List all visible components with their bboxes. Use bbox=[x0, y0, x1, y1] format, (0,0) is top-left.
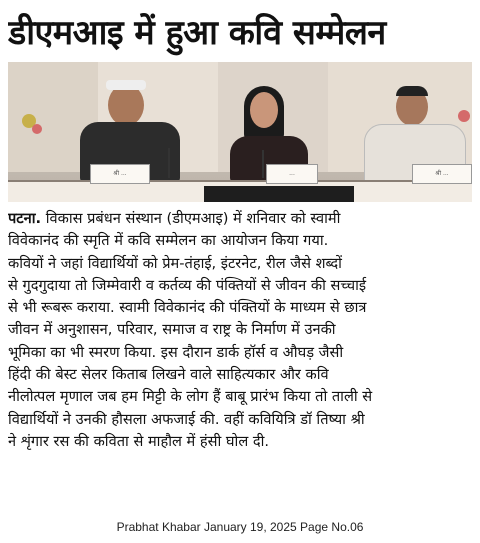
flower-decoration bbox=[32, 124, 42, 134]
article-line: विवेकानंद की स्मृति में कवि सम्मेलन का आयोजन किया गया. bbox=[8, 232, 329, 250]
flower-decoration bbox=[458, 110, 470, 122]
source-caption: Prabhat Khabar January 19, 2025 Page No.06 bbox=[116, 520, 364, 534]
nameplate: श्री ... bbox=[90, 164, 150, 184]
nameplate: श्री ... bbox=[412, 164, 472, 184]
stage-banner bbox=[204, 186, 354, 202]
article-body bbox=[8, 208, 476, 453]
headline: डीएमआइ में हुआ कवि सम्मेलन bbox=[8, 13, 386, 53]
article-line: नीलोत्पल मृणाल जब हम मिट्टी के लोग हैं बाबू प्रारंभ किया तो ताली से bbox=[8, 388, 373, 406]
article-line: से भी रूबरू कराया. स्वामी विवेकानंद की पंक्तियों के माध्यम से छात्र bbox=[8, 299, 367, 317]
article-line: ने शृंगार रस की कविता से माहौल में हंसी घोल दी. bbox=[8, 432, 270, 450]
article-line: कवियों ने जहां विद्यार्थियों को प्रेम-तंहाई, इंटरनेट, रील जैसे शब्दों bbox=[8, 254, 342, 272]
article-line: भूमिका का भी स्मरण किया. इस दौरान डार्क हॉर्स व औघड़ जैसी bbox=[8, 343, 344, 361]
article-line: से गुदगुदाया तो जिम्मेवारी व कर्तव्य की पंक्तियों से जीवन की सच्चाई bbox=[8, 276, 367, 294]
microphone-icon bbox=[168, 148, 170, 178]
event-photo bbox=[8, 62, 472, 202]
article-line: हिंदी की बेस्ट सेलर किताब लिखने वाले साहित्यकार और कवि bbox=[8, 366, 329, 384]
nameplate: ... bbox=[266, 164, 318, 184]
article-line: विद्यार्थियों ने उनकी हौसला अफजाई की. वहीं कवियित्रि डॉ तिष्या श्री bbox=[8, 410, 365, 428]
dateline: पटना. bbox=[8, 210, 42, 227]
article-line: जीवन में अनुशासन, परिवार, समाज व राष्ट्र के निर्माण में उनकी bbox=[8, 321, 336, 339]
article-line: पटना. विकास प्रबंधन संस्थान (डीएमआइ) में शनिवार को स्वामी bbox=[8, 210, 341, 227]
microphone-icon bbox=[262, 150, 264, 178]
